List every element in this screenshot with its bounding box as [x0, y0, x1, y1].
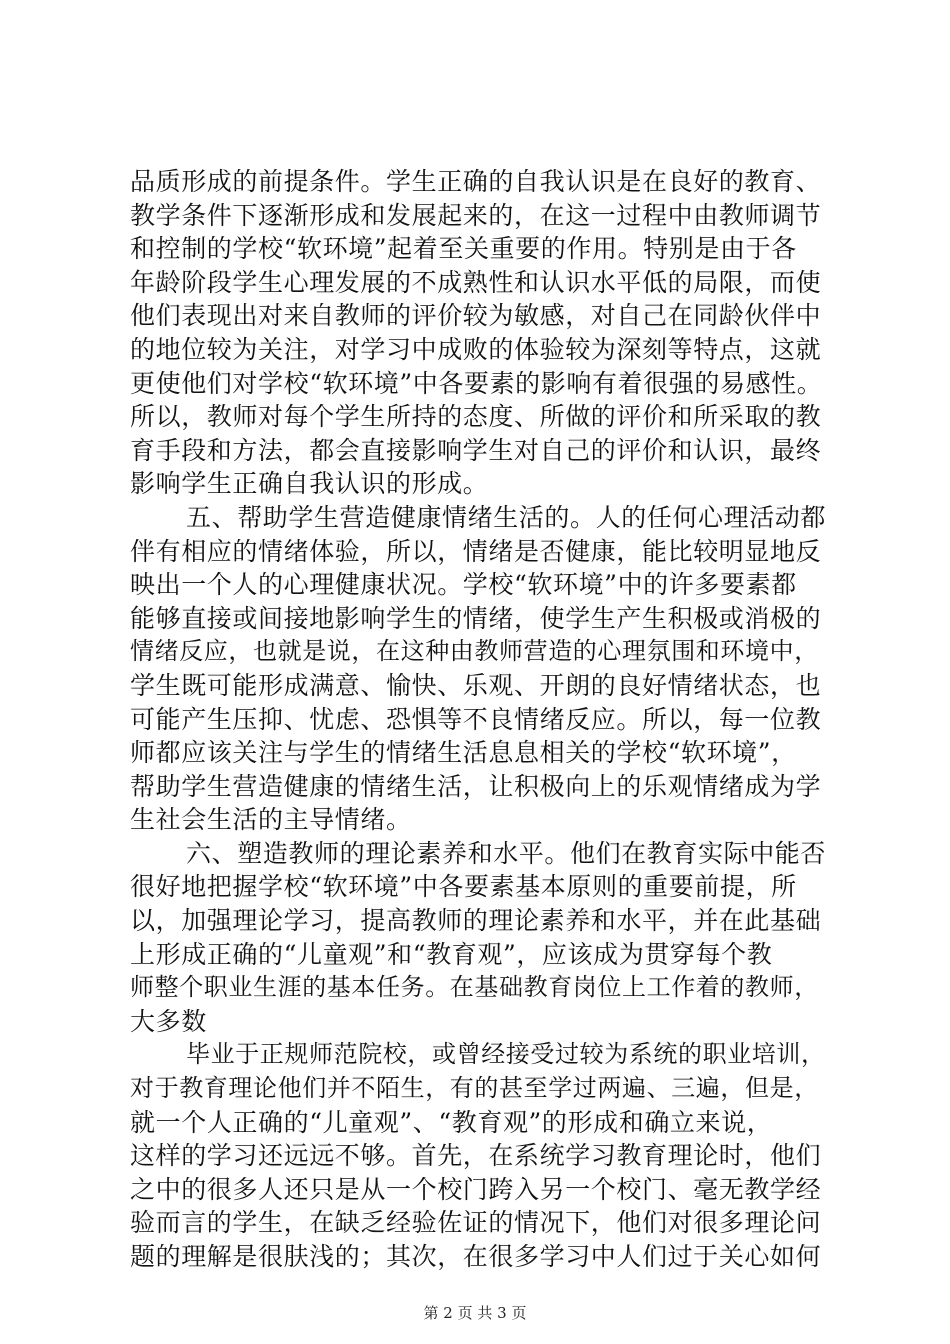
text-line: 就一个人正确的“儿童观”、“教育观”的形成和确立来说，	[130, 1107, 773, 1137]
text-line: 很好地把握学校“软环境”中各要素基本原则的重要前提，所	[130, 872, 797, 902]
paragraph-start-line: 毕业于正规师范院校，或曾经接受过较为系统的职业培训，	[186, 1040, 826, 1069]
text-line: 育手段和方法，都会直接影响学生对自己的评价和认识，最终	[130, 435, 822, 465]
text-line: 师都应该关注与学生的情绪生活息息相关的学校“软环境”，	[130, 738, 797, 768]
paragraph-start-line: 五、帮助学生营造健康情绪生活的。人的任何心理活动都	[186, 502, 827, 532]
text-line: 学生既可能形成满意、愉快、乐观、开朗的良好情绪状态，也	[130, 670, 822, 700]
text-line: 品质形成的前提条件。学生正确的自我认识是在良好的教育、	[130, 167, 822, 196]
text-line: 的地位较为关注，对学习中成败的体验较为深刻等特点，这就	[130, 334, 822, 364]
text-line: 大多数	[130, 1006, 207, 1036]
text-line: 以，加强理论学习，提高教师的理论素养和水平，并在此基础	[130, 906, 822, 936]
document-body	[130, 165, 830, 1274]
text-line: 和控制的学校“软环境”起着至关重要的作用。特别是由于各	[130, 234, 797, 264]
text-line: 这样的学习还远远不够。首先，在系统学习教育理论时，他们	[130, 1141, 822, 1171]
text-line: 更使他们对学校“软环境”中各要素的影响有着很强的易感性。	[130, 368, 823, 398]
text-line: 映出一个人的心理健康状况。学校“软环境”中的许多要素都	[130, 570, 797, 600]
text-line: 所以，教师对每个学生所持的态度、所做的评价和所采取的教	[130, 402, 822, 432]
text-line: 年龄阶段学生心理发展的不成熟性和认识水平低的局限，而使	[130, 267, 822, 297]
paragraph-start-line: 六、塑造教师的理论素养和水平。他们在教育实际中能否	[186, 838, 827, 868]
text-line: 伴有相应的情绪体验，所以，情绪是否健康，能比较明显地反	[130, 536, 822, 566]
text-line: 情绪反应，也就是说，在这种由教师营造的心理氛围和环境中，	[130, 637, 819, 666]
text-line: 题的理解是很肤浅的；其次，在很多学习中人们过于关心如何	[130, 1242, 822, 1271]
text-line: 验而言的学生，在缺乏经验佐证的情况下，他们对很多理论问	[130, 1208, 822, 1238]
text-line: 教学条件下逐渐形成和发展起来的，在这一过程中由教师调节	[130, 200, 822, 230]
text-line: 上形成正确的“儿童观”和“教育观”，应该成为贯穿每个教	[130, 939, 773, 969]
text-line: 可能产生压抑、忧虑、恐惧等不良情绪反应。所以，每一位教	[130, 704, 822, 734]
text-line: 之中的很多人还只是从一个校门跨入另一个校门、毫无教学经	[130, 1174, 822, 1204]
text-line: 他们表现出对来自教师的评价较为敏感，对自己在同龄伙伴中	[130, 301, 822, 331]
text-line: 对于教育理论他们并不陌生，有的甚至学过两遍、三遍，但是，	[130, 1074, 819, 1103]
text-line: 能够直接或间接地影响学生的情绪，使学生产生积极或消极的	[130, 603, 822, 633]
text-line: 帮助学生营造健康的情绪生活，让积极向上的乐观情绪成为学	[130, 771, 822, 801]
text-line: 生社会生活的主导情绪。	[130, 805, 412, 835]
page-number-footer: 第 2 页 共 3 页	[423, 1304, 527, 1322]
text-line: 师整个职业生涯的基本任务。在基础教育岗位上工作着的教师，	[130, 973, 819, 1002]
text-line: 影响学生正确自我认识的形成。	[130, 469, 489, 499]
